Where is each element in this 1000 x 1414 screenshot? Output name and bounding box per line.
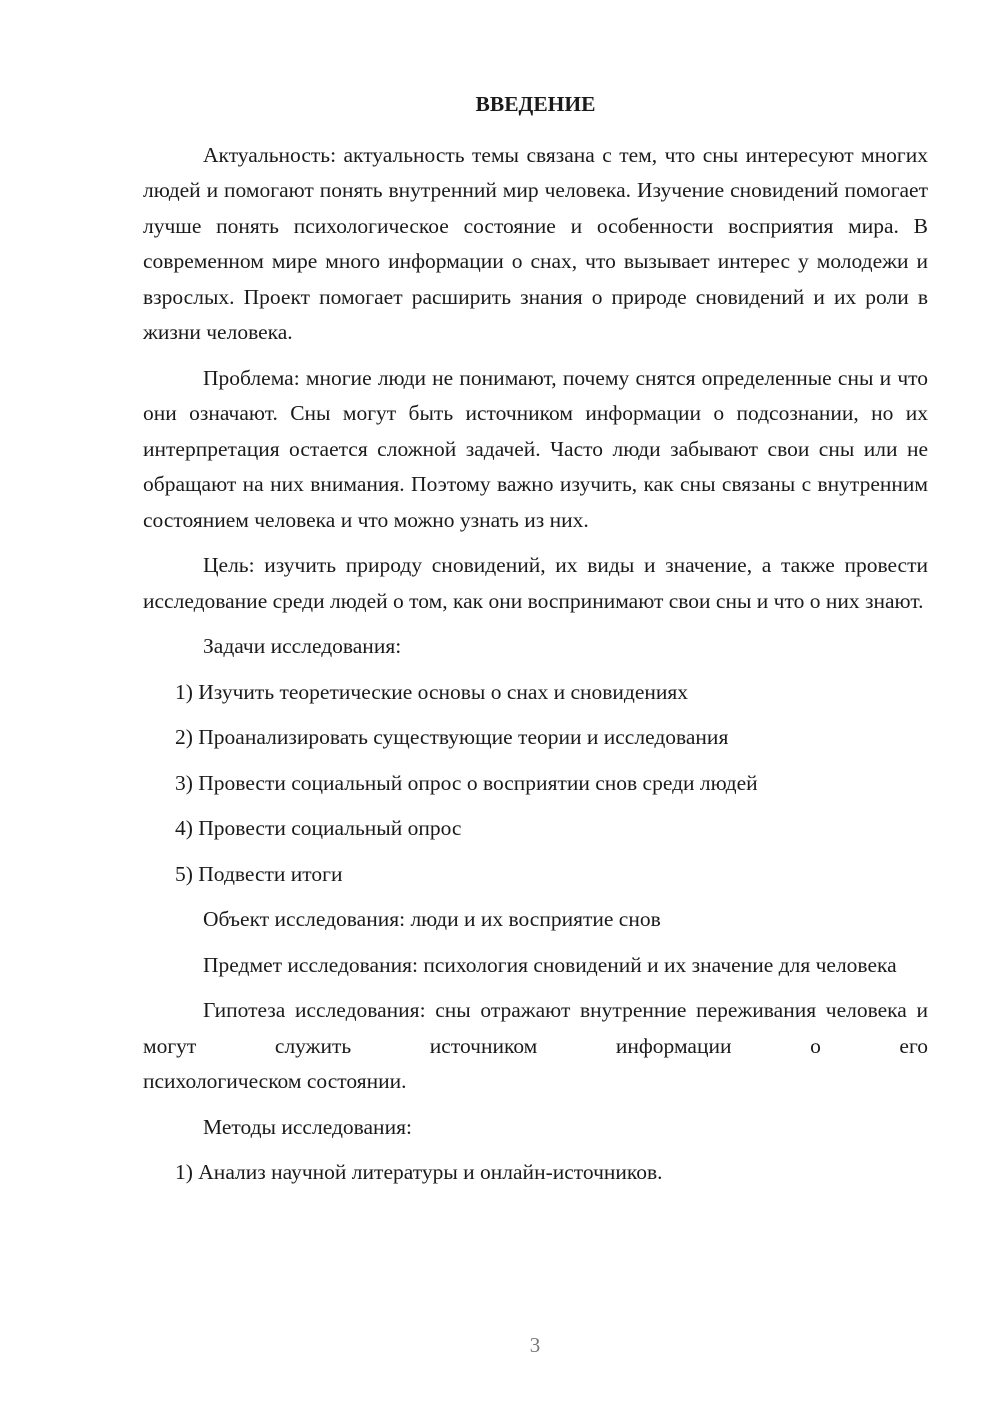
list-item: 3) Провести социальный опрос о восприятии снов среди людей bbox=[175, 770, 758, 795]
tasks-heading: Задачи исследования: bbox=[203, 634, 402, 659]
goal-paragraph: Цель: изучить природу сновидений, их виды и значение, а также провести исследование среди людей о том, как они воспринимают свои сны и что о них знают. bbox=[143, 553, 928, 613]
hypothesis-paragraph bbox=[143, 993, 928, 1100]
tasks-list bbox=[143, 675, 928, 893]
list-item: 5) Подвести итоги bbox=[175, 861, 343, 886]
hypothesis-line-1: Гипотеза исследования: сны отражают внутренние переживания человека и могут служить источником информации о его bbox=[143, 998, 928, 1058]
subject-paragraph: Предмет исследования: психология сновидений и их значение для человека bbox=[203, 952, 897, 977]
methods-heading: Методы исследования: bbox=[203, 1114, 412, 1139]
hypothesis-line-2: психологическом состоянии. bbox=[143, 1069, 407, 1094]
list-item: 1) Изучить теоретические основы о снах и сновидениях bbox=[175, 679, 689, 704]
relevance-paragraph: Актуальность: актуальность темы связана с тем, что сны интересуют многих людей и помогают понять внутренний мир человека. Изучение сновидений помогает лучше понять психологическое состояние и особенности восприятия мира. В современном мире много информации о снах, что вызывает интерес у молодежи и взрослых. Проект помогает расширить знания о природе сновидений и их роли в жизни человека. bbox=[143, 142, 928, 345]
list-item: 1) Анализ научной литературы и онлайн-источников. bbox=[175, 1160, 663, 1185]
page-number: 3 bbox=[529, 1333, 541, 1357]
methods-list bbox=[143, 1155, 928, 1191]
problem-paragraph: Проблема: многие люди не понимают, почему снятся определенные сны и что они означают. Сны могут быть источником информации о подсознании, но их интерпретация остается сложной задачей. Часто люди забывают свои сны или не обращают на них внимания. Поэтому важно изучить, как сны связаны с внутренним состоянием человека и что можно узнать из них. bbox=[143, 365, 928, 532]
document-page bbox=[143, 92, 928, 1201]
list-item: 4) Провести социальный опрос bbox=[175, 816, 462, 841]
page-title: ВВЕДЕНИЕ bbox=[475, 92, 596, 116]
list-item: 2) Проанализировать существующие теории и исследования bbox=[175, 725, 729, 750]
object-line: Объект исследования: люди и их восприятие снов bbox=[203, 907, 661, 932]
